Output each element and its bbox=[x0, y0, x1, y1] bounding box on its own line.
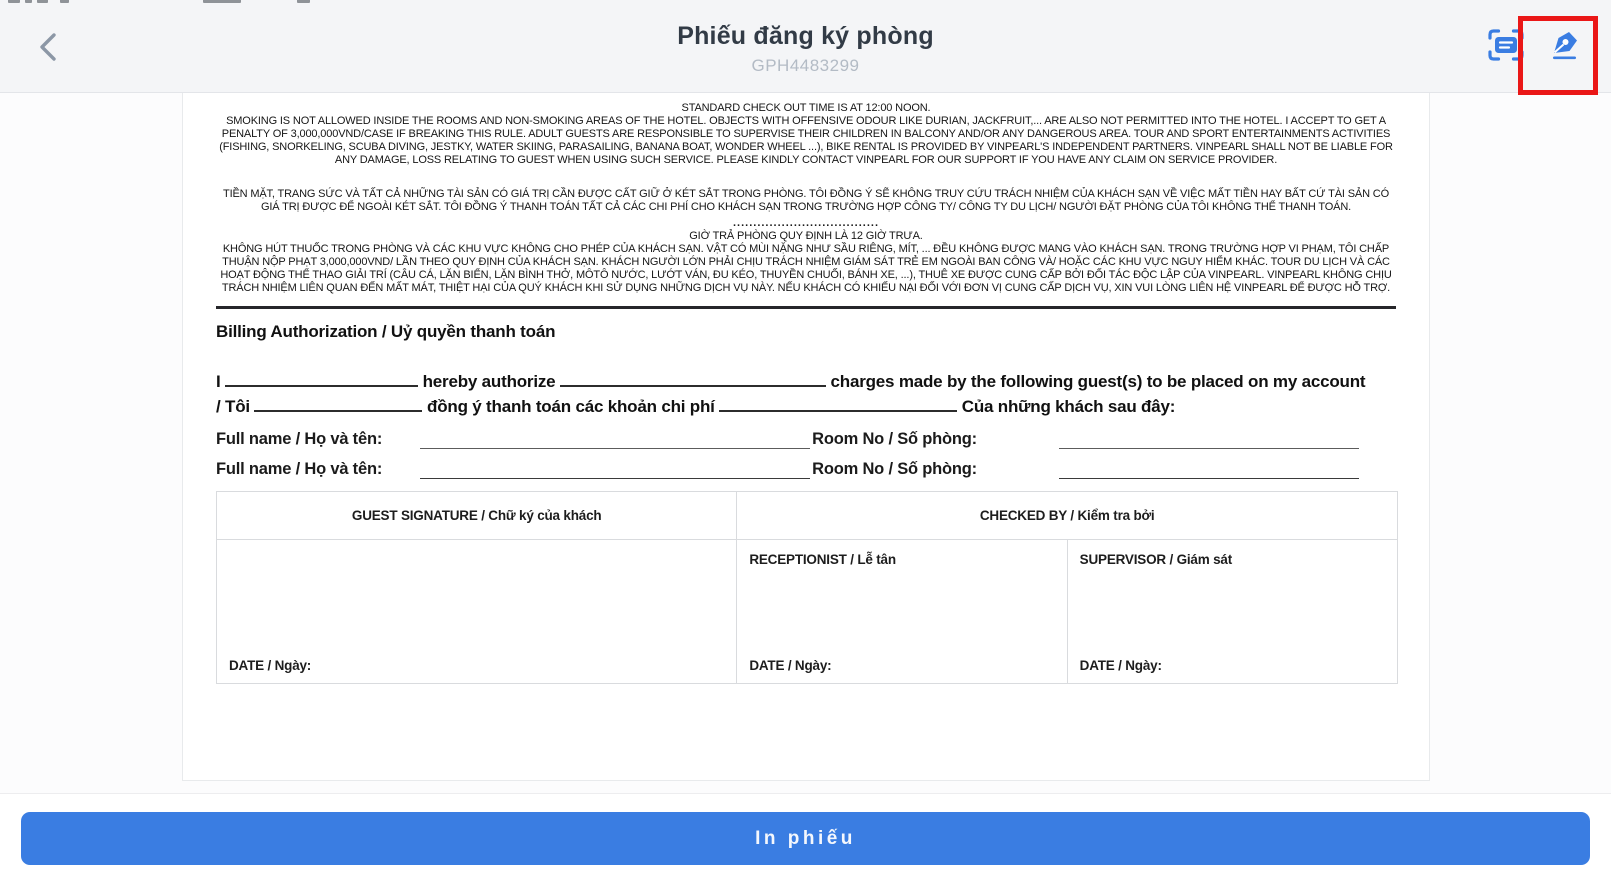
vietnamese-valuables-paragraph: TIỀN MẶT, TRANG SỨC VÀ TẤT CẢ NHỮNG TÀI SẢN CÓ GIÁ TRỊ CẦN ĐƯỢC CẤT GIỮ Ở KÉT SẮT TRONG PHÒNG. TÔI ĐỒNG Ý SẼ KHÔNG TRUY CỨU TRÁCH NHIỆM CỦA KHÁCH SẠN VỀ VIỆC MẤT TIỀN HAY BẤT CỨ TÀI SẢN CÓ GIÁ TRỊ ĐƯỢC ĐỂ NGOÀI KÉT SẮT. TÔI ĐỒNG Ý THANH TOÁN TẤT CẢ CÁC CHI PHÍ CHO KHÁCH SẠN TRONG TRƯỜNG HỢP CÔNG TY/ CÔNG TY DU LỊCH/ NGƯỜI ĐẶT PHÒNG CỦA TÔI KHÔNG THỂ THANH TOÁN. bbox=[223, 188, 1389, 213]
room-number-label: Room No / Số phòng: bbox=[812, 460, 977, 478]
date-label: DATE / Ngày: bbox=[1079, 658, 1162, 673]
blank-charges-line-vi bbox=[719, 397, 957, 412]
auth-line-english bbox=[216, 369, 1396, 394]
auth-en-part3: charges made by the following guest(s) to be placed on my account bbox=[830, 372, 1366, 391]
signature-table bbox=[216, 491, 1398, 684]
blank-authorize-line bbox=[560, 372, 826, 387]
receptionist-cell bbox=[737, 540, 1067, 684]
page-title: Phiếu đăng ký phòng bbox=[677, 21, 934, 50]
document-preview-area[interactable] bbox=[0, 93, 1611, 794]
date-label: DATE / Ngày: bbox=[749, 658, 832, 673]
guest-name-row-1 bbox=[216, 423, 1396, 449]
section-divider-rule bbox=[216, 306, 1396, 309]
date-label: DATE / Ngày: bbox=[229, 658, 312, 673]
guest-signature-cell bbox=[217, 540, 737, 684]
header-bar bbox=[0, 0, 1611, 93]
print-form-button[interactable]: In phiếu bbox=[21, 812, 1590, 865]
billing-authorization-text bbox=[216, 369, 1396, 419]
auth-vi-part3: Của những khách sau đây: bbox=[961, 397, 1176, 416]
english-terms-text: SMOKING IS NOT ALLOWED INSIDE THE ROOMS AND NON-SMOKING AREAS OF THE HOTEL. OBJECTS WITH OFFENSIVE ODOUR LIKE DURIAN, JACKFRUIT,... ARE ALSO NOT PERMITTED INTO THE HOTEL. I ACCEPT TO GET A PENALTY OF 3,000,000VND/CASE IF BREAKING THIS RULE. ADULT GUESTS ARE RESPONSIBLE TO SUPERVISE THEIR CHILDREN IN BALCONY AND/OR ANY DANGEROUS AREA. TOUR AND SPORT ENTERTAINMENTS ACTIVITIES (FISHING, SNORKELING, SCUBA DIVING, JESTKY, WATER SKIING, PARASAILING, BANANA BOAT, WONDER WHEEL ...), BIKE RENTAL IS PROVIDED BY VINPEARL'S INDEPENDENT PARTNERS. VINPEARL SHALL NOT BE LIABLE FOR ANY DAMAGE, LOSS RELATING TO GUEST WHEN USING SUCH SERVICE. PLEASE KINDLY CONTACT VINPEARL FOR OUR SUPPORT IF YOU HAVE ANY CLAIM ON SERVICE PROVIDER. bbox=[219, 115, 1393, 166]
fullname-label: Full name / Họ và tên: bbox=[216, 430, 383, 448]
status-bar-sliver bbox=[0, 0, 400, 5]
auth-en-part1: I bbox=[216, 372, 221, 391]
registration-form-page bbox=[182, 93, 1430, 781]
fullname-label: Full name / Họ và tên: bbox=[216, 460, 383, 478]
auth-en-part2: hereby authorize bbox=[422, 372, 556, 391]
signature-pen-button[interactable] bbox=[1535, 18, 1593, 76]
english-checkout-line: STANDARD CHECK OUT TIME IS AT 12:00 NOON. bbox=[681, 102, 931, 114]
vietnamese-checkout-line: GIỜ TRẢ PHÒNG QUY ĐỊNH LÀ 12 GIỜ TRƯA. bbox=[689, 230, 923, 242]
back-button[interactable] bbox=[26, 26, 70, 70]
vietnamese-terms-paragraph bbox=[216, 230, 1396, 295]
english-terms-paragraph bbox=[216, 102, 1396, 167]
scan-document-button[interactable] bbox=[1477, 18, 1535, 76]
chevron-left-icon bbox=[35, 30, 61, 67]
room-number-label: Room No / Số phòng: bbox=[812, 430, 977, 448]
footer-bar bbox=[0, 794, 1611, 875]
signature-pen-icon bbox=[1544, 25, 1584, 68]
receptionist-label: RECEPTIONIST / Lễ tân bbox=[749, 552, 896, 567]
room-number-blank-line bbox=[1059, 461, 1359, 479]
fullname-blank-line bbox=[420, 461, 810, 479]
room-number-blank-line bbox=[1059, 431, 1359, 449]
blank-name-line bbox=[225, 372, 418, 387]
fullname-blank-line bbox=[420, 431, 810, 449]
supervisor-cell bbox=[1067, 540, 1397, 684]
guest-signature-header: GUEST SIGNATURE / Chữ ký của khách bbox=[217, 492, 737, 540]
scan-document-icon bbox=[1486, 27, 1526, 66]
guest-name-row-2 bbox=[216, 453, 1396, 479]
blank-name-line-vi bbox=[254, 397, 422, 412]
auth-vi-part2: đồng ý thanh toán các khoản chi phí bbox=[427, 397, 715, 416]
billing-authorization-heading: Billing Authorization / Uỷ quyền thanh toán bbox=[216, 322, 556, 341]
auth-vi-part1: / Tôi bbox=[216, 397, 250, 416]
checked-by-header: CHECKED BY / Kiểm tra bởi bbox=[737, 492, 1398, 540]
supervisor-label: SUPERVISOR / Giám sát bbox=[1079, 552, 1233, 567]
vietnamese-terms-text: KHÔNG HÚT THUỐC TRONG PHÒNG VÀ CÁC KHU VỰC KHÔNG CHO PHÉP CỦA KHÁCH SẠN. VẬT CÓ MÙI NẶNG NHƯ SẦU RIÊNG, MÍT, ... ĐỀU KHÔNG ĐƯỢC MANG VÀO KHÁCH SẠN. TRONG TRƯỜNG HỢP VI PHẠM, TÔI CHẤP THUẬN NỘP PHẠT 3,000,000VND/ LẦN THEO QUY ĐỊNH CỦA KHÁCH SẠN. KHÁCH NGƯỜI LỚN PHẢI CHỊU TRÁCH NHIỆM GIÁM SÁT TRẺ EM NGOÀI BAN CÔNG VÀ/ HOẶC CÁC KHU VỰC NGUY HIỂM KHÁC. TOUR DU LỊCH VÀ CÁC HOẠT ĐỘNG THỂ THAO GIẢI TRÍ (CÂU CÁ, LẶN BIỂN, LẶN BÌNH THỞ, MÔTÔ NƯỚC, LƯỚT VÁN, ĐU KÉO, THUYỀN CHUỐI, BÁNH XE, ...), THUÊ XE ĐƯỢC CUNG CẤP BỞI ĐỐI TÁC ĐỘC LẬP CỦA VINPEARL. VINPEARL KHÔNG CHỊU TRÁCH NHIỆM LIÊN QUAN ĐẾN MẤT MÁT, THIỆT HẠI CỦA QUÝ KHÁCH KHI SỬ DỤNG NHỮNG DỊCH VỤ NÀY. NẾU KHÁCH CÓ KHIẾU NẠI ĐỐI VỚI ĐƠN VỊ CUNG CẤP DỊCH VỤ, XIN VUI LÒNG LIÊN HỆ VINPEARL ĐỂ ĐƯỢC HỖ TRỢ. bbox=[220, 243, 1392, 294]
dotted-separator: .................................... bbox=[732, 217, 880, 229]
booking-code: GPH4483299 bbox=[751, 55, 860, 75]
auth-line-vietnamese bbox=[216, 394, 1396, 419]
